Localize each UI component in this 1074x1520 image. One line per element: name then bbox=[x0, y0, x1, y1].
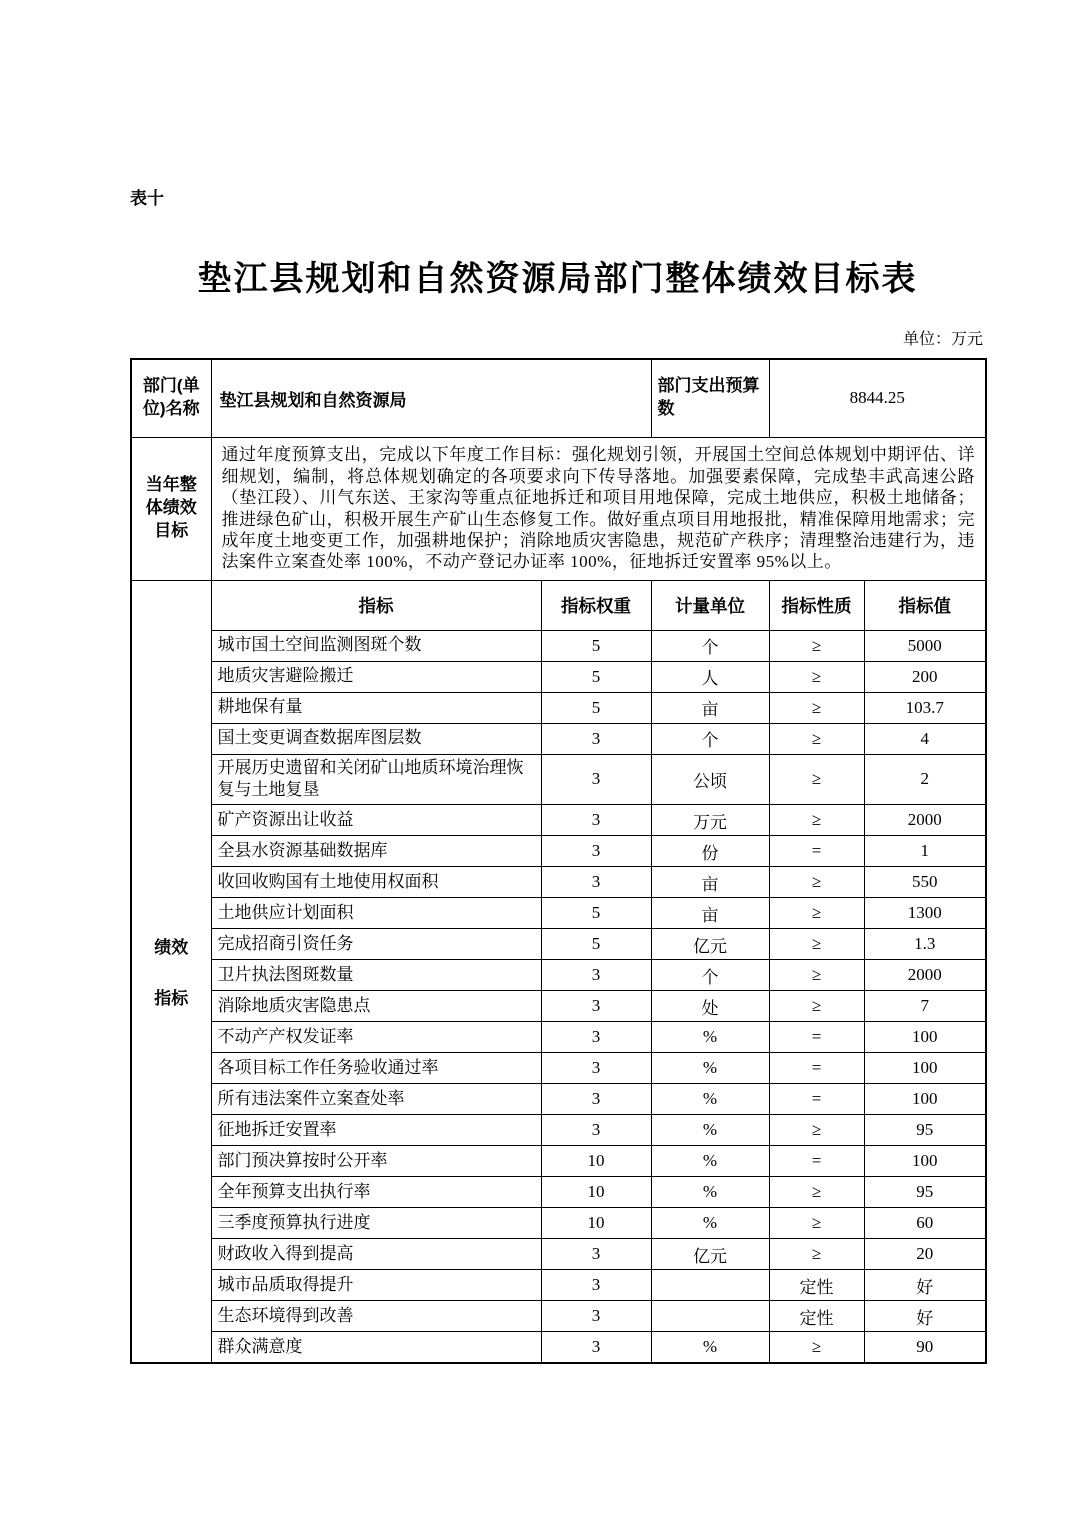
performance-table-body bbox=[131, 359, 986, 1363]
indicator-weight: 3 bbox=[541, 723, 651, 754]
indicator-row bbox=[131, 630, 986, 661]
indicator-name: 城市品质取得提升 bbox=[211, 1270, 541, 1301]
table-number-label: 表十 bbox=[130, 189, 164, 208]
indicator-weight: 5 bbox=[541, 929, 651, 960]
indicator-weight: 5 bbox=[541, 630, 651, 661]
indicator-weight: 5 bbox=[541, 898, 651, 929]
indicator-nature: ≥ bbox=[769, 692, 864, 723]
column-header-nature: 指标性质 bbox=[769, 580, 864, 630]
indicator-weight: 10 bbox=[541, 1177, 651, 1208]
column-header-unit: 计量单位 bbox=[651, 580, 769, 630]
indicator-name: 不动产产权发证率 bbox=[211, 1022, 541, 1053]
indicator-value: 95 bbox=[864, 1115, 986, 1146]
indicator-row bbox=[131, 898, 986, 929]
indicator-unit: 亿元 bbox=[651, 1239, 769, 1270]
indicator-row bbox=[131, 1146, 986, 1177]
indicator-name: 所有违法案件立案查处率 bbox=[211, 1084, 541, 1115]
indicator-name: 卫片执法图斑数量 bbox=[211, 960, 541, 991]
annual-goal-label: 当年整体绩效目标 bbox=[131, 437, 211, 580]
indicator-nature: ≥ bbox=[769, 754, 864, 805]
indicator-value: 550 bbox=[864, 867, 986, 898]
section-label-line2: 指标 bbox=[154, 989, 189, 1009]
indicator-unit: 亩 bbox=[651, 867, 769, 898]
indicator-value: 100 bbox=[864, 1084, 986, 1115]
page-title: 垫江县规划和自然资源局部门整体绩效目标表 bbox=[197, 260, 918, 298]
indicator-nature: ≥ bbox=[769, 661, 864, 692]
indicator-row bbox=[131, 1332, 986, 1363]
indicator-unit: 处 bbox=[651, 991, 769, 1022]
indicator-unit: 份 bbox=[651, 836, 769, 867]
indicator-weight: 3 bbox=[541, 1239, 651, 1270]
indicator-name: 耕地保有量 bbox=[211, 692, 541, 723]
indicator-nature: = bbox=[769, 1146, 864, 1177]
indicator-nature: ≥ bbox=[769, 929, 864, 960]
indicator-unit: % bbox=[651, 1115, 769, 1146]
column-header-weight: 指标权重 bbox=[541, 580, 651, 630]
indicator-nature: ≥ bbox=[769, 630, 864, 661]
indicator-header-row bbox=[131, 580, 986, 630]
indicator-unit: 亩 bbox=[651, 898, 769, 929]
indicator-value: 60 bbox=[864, 1208, 986, 1239]
indicator-row bbox=[131, 960, 986, 991]
indicator-unit: % bbox=[651, 1208, 769, 1239]
indicator-name: 土地供应计划面积 bbox=[211, 898, 541, 929]
indicator-nature: = bbox=[769, 1022, 864, 1053]
indicator-name: 收回收购国有土地使用权面积 bbox=[211, 867, 541, 898]
indicator-nature: 定性 bbox=[769, 1270, 864, 1301]
indicator-value: 100 bbox=[864, 1146, 986, 1177]
indicator-unit: 个 bbox=[651, 960, 769, 991]
indicator-value: 100 bbox=[864, 1053, 986, 1084]
indicator-name: 各项目标工作任务验收通过率 bbox=[211, 1053, 541, 1084]
section-label-line1: 绩效 bbox=[154, 938, 189, 958]
indicator-value: 5000 bbox=[864, 630, 986, 661]
unit-note: 单位：万元 bbox=[902, 331, 983, 348]
indicator-unit: 个 bbox=[651, 723, 769, 754]
indicator-nature: ≥ bbox=[769, 960, 864, 991]
column-header-value: 指标值 bbox=[864, 580, 986, 630]
indicator-value: 好 bbox=[864, 1270, 986, 1301]
indicator-weight: 3 bbox=[541, 1053, 651, 1084]
column-header-indicator: 指标 bbox=[211, 580, 541, 630]
indicator-unit bbox=[651, 1301, 769, 1332]
indicator-value: 1 bbox=[864, 836, 986, 867]
indicator-weight: 10 bbox=[541, 1146, 651, 1177]
annual-goal-text: 通过年度预算支出，完成以下年度工作目标：强化规划引领，开展国土空间总体规划中期评估、详细规划，编制，将总体规划确定的各项要求向下传导落地。加强要素保障，完成垫丰武高速公路（垫江段）、川气东送、王家沟等重点征地拆迁和项目用地保障，完成土地供应，积极土地储备；推进绿色矿山，积极开展生产矿山生态修复工作。做好重点项目用地报批，精准保障用地需求；完成年度土地变更工作，加强耕地保护；消除地质灾害隐患，规范矿产秩序；清理整治违建行为，违法案件立案查处率 100%，不动产登记办证率 100%，征地拆迁安置率 95%以上。 bbox=[211, 437, 986, 580]
indicator-weight: 3 bbox=[541, 991, 651, 1022]
indicator-value: 90 bbox=[864, 1332, 986, 1363]
indicator-value: 20 bbox=[864, 1239, 986, 1270]
indicator-value: 7 bbox=[864, 991, 986, 1022]
indicator-nature: ≥ bbox=[769, 805, 864, 836]
indicator-row bbox=[131, 1239, 986, 1270]
indicator-value: 1300 bbox=[864, 898, 986, 929]
indicator-unit: % bbox=[651, 1022, 769, 1053]
indicator-nature: ≥ bbox=[769, 867, 864, 898]
performance-indicator-section-label bbox=[131, 580, 211, 1363]
indicator-unit: % bbox=[651, 1146, 769, 1177]
indicator-name: 征地拆迁安置率 bbox=[211, 1115, 541, 1146]
indicator-unit: % bbox=[651, 1053, 769, 1084]
indicator-row bbox=[131, 836, 986, 867]
indicator-weight: 3 bbox=[541, 1332, 651, 1363]
indicator-weight: 3 bbox=[541, 1301, 651, 1332]
indicator-row bbox=[131, 1270, 986, 1301]
indicator-row bbox=[131, 1301, 986, 1332]
indicator-nature: ≥ bbox=[769, 1239, 864, 1270]
indicator-name: 全年预算支出执行率 bbox=[211, 1177, 541, 1208]
performance-target-table bbox=[130, 358, 987, 1364]
indicator-value: 好 bbox=[864, 1301, 986, 1332]
budget-value: 8844.25 bbox=[769, 359, 986, 437]
indicator-weight: 3 bbox=[541, 960, 651, 991]
indicator-unit: 万元 bbox=[651, 805, 769, 836]
indicator-weight: 3 bbox=[541, 805, 651, 836]
indicator-unit: % bbox=[651, 1177, 769, 1208]
document-page bbox=[130, 0, 985, 1364]
indicator-unit: 人 bbox=[651, 661, 769, 692]
indicator-value: 1.3 bbox=[864, 929, 986, 960]
indicator-row bbox=[131, 929, 986, 960]
indicator-weight: 10 bbox=[541, 1208, 651, 1239]
indicator-name: 国土变更调查数据库图层数 bbox=[211, 723, 541, 754]
indicator-row bbox=[131, 1022, 986, 1053]
indicator-name: 全县水资源基础数据库 bbox=[211, 836, 541, 867]
indicator-row bbox=[131, 805, 986, 836]
indicator-name: 城市国土空间监测图斑个数 bbox=[211, 630, 541, 661]
indicator-value: 95 bbox=[864, 1177, 986, 1208]
indicator-nature: ≥ bbox=[769, 991, 864, 1022]
indicator-weight: 5 bbox=[541, 692, 651, 723]
indicator-value: 4 bbox=[864, 723, 986, 754]
indicator-row bbox=[131, 754, 986, 805]
department-row bbox=[131, 359, 986, 437]
indicator-name: 地质灾害避险搬迁 bbox=[211, 661, 541, 692]
indicator-row bbox=[131, 723, 986, 754]
indicator-row bbox=[131, 1053, 986, 1084]
indicator-nature: ≥ bbox=[769, 1115, 864, 1146]
indicator-name: 三季度预算执行进度 bbox=[211, 1208, 541, 1239]
indicator-nature: ≥ bbox=[769, 723, 864, 754]
indicator-nature: = bbox=[769, 1084, 864, 1115]
indicator-row bbox=[131, 991, 986, 1022]
indicator-unit: 亿元 bbox=[651, 929, 769, 960]
indicator-row bbox=[131, 1208, 986, 1239]
indicator-value: 200 bbox=[864, 661, 986, 692]
indicator-weight: 3 bbox=[541, 1022, 651, 1053]
indicator-value: 2000 bbox=[864, 960, 986, 991]
indicator-unit bbox=[651, 1270, 769, 1301]
indicator-name: 矿产资源出让收益 bbox=[211, 805, 541, 836]
indicator-nature: ≥ bbox=[769, 1208, 864, 1239]
indicator-value: 2000 bbox=[864, 805, 986, 836]
indicator-weight: 3 bbox=[541, 1115, 651, 1146]
indicator-value: 100 bbox=[864, 1022, 986, 1053]
indicator-nature: ≥ bbox=[769, 1177, 864, 1208]
indicator-name: 生态环境得到改善 bbox=[211, 1301, 541, 1332]
indicator-name: 财政收入得到提高 bbox=[211, 1239, 541, 1270]
indicator-weight: 3 bbox=[541, 754, 651, 805]
indicator-name: 消除地质灾害隐患点 bbox=[211, 991, 541, 1022]
indicator-name: 完成招商引资任务 bbox=[211, 929, 541, 960]
indicator-value: 2 bbox=[864, 754, 986, 805]
department-name: 垫江县规划和自然资源局 bbox=[211, 359, 651, 437]
indicator-unit: 个 bbox=[651, 630, 769, 661]
department-label: 部门(单位)名称 bbox=[131, 359, 211, 437]
indicator-row bbox=[131, 692, 986, 723]
indicator-unit: 亩 bbox=[651, 692, 769, 723]
indicator-weight: 3 bbox=[541, 836, 651, 867]
indicator-row bbox=[131, 867, 986, 898]
indicator-nature: ≥ bbox=[769, 898, 864, 929]
indicator-weight: 5 bbox=[541, 661, 651, 692]
indicator-nature: = bbox=[769, 1053, 864, 1084]
indicator-nature: 定性 bbox=[769, 1301, 864, 1332]
annual-goal-row bbox=[131, 437, 986, 580]
indicator-weight: 3 bbox=[541, 1270, 651, 1301]
indicator-row bbox=[131, 1115, 986, 1146]
budget-label: 部门支出预算数 bbox=[651, 359, 769, 437]
indicator-unit: % bbox=[651, 1084, 769, 1115]
indicator-name: 群众满意度 bbox=[211, 1332, 541, 1363]
indicator-value: 103.7 bbox=[864, 692, 986, 723]
indicator-name: 部门预决算按时公开率 bbox=[211, 1146, 541, 1177]
indicator-row bbox=[131, 1177, 986, 1208]
indicator-nature: = bbox=[769, 836, 864, 867]
indicator-unit: 公顷 bbox=[651, 754, 769, 805]
indicator-unit: % bbox=[651, 1332, 769, 1363]
indicator-name: 开展历史遗留和关闭矿山地质环境治理恢复与土地复垦 bbox=[211, 754, 541, 805]
indicator-nature: ≥ bbox=[769, 1332, 864, 1363]
indicator-weight: 3 bbox=[541, 867, 651, 898]
indicator-row bbox=[131, 1084, 986, 1115]
indicator-row bbox=[131, 661, 986, 692]
indicator-weight: 3 bbox=[541, 1084, 651, 1115]
